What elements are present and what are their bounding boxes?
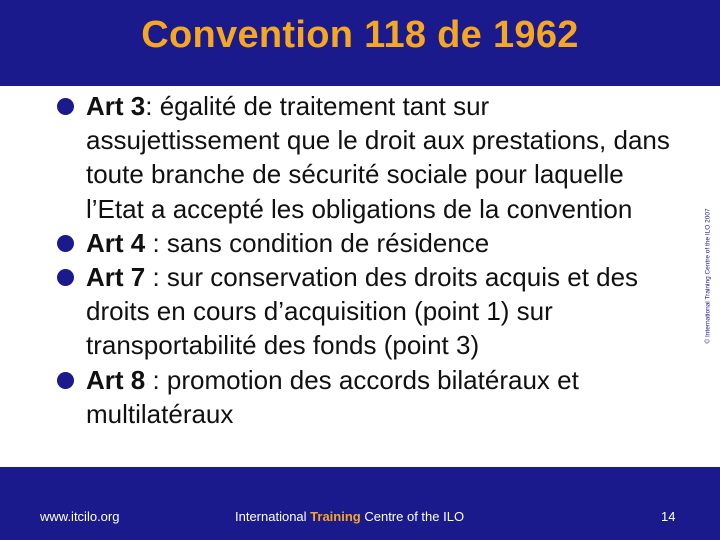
bullet-item-art-3	[0, 89, 695, 226]
footer-url[interactable]: www.itcilo.org	[40, 509, 120, 524]
bullet-dot-icon	[57, 235, 74, 252]
bullet-dot-icon	[57, 269, 74, 286]
footer-organization	[235, 509, 464, 524]
footer-org-after: Centre of the ILO	[360, 509, 465, 524]
footer-org-before: International	[235, 509, 311, 524]
article-text: : sur conservation des droits acquis et des droits en cours d’acquisition (point 1) sur transportabilité des fonds (point 3)	[86, 262, 639, 361]
footer-org-highlight: Training	[310, 509, 361, 524]
title-bar	[0, 0, 720, 86]
bullet-dot-icon	[57, 372, 74, 389]
copyright-text: © International Training Centre of the ILO 2007	[704, 208, 712, 344]
bullet-item-art-4	[0, 226, 695, 260]
article-text: : sans condition de résidence	[145, 227, 490, 258]
article-text: : promotion des accords bilatéraux et multilatéraux	[86, 364, 579, 429]
article-label: Art 3	[86, 91, 146, 121]
article-label: Art 7	[86, 262, 146, 293]
bullet-item-art-8	[0, 363, 695, 431]
article-label: Art 4	[86, 227, 146, 258]
article-label: Art 8	[86, 364, 146, 395]
bullet-list	[0, 89, 695, 431]
page-number: 14	[661, 509, 676, 524]
copyright-side-note	[696, 86, 720, 467]
slide-title: Convention 118 de 1962	[141, 14, 579, 56]
footer-bar	[0, 467, 720, 540]
article-text: : égalité de traitement tant sur assujettissement que le droit aux prestations, dans toute branche de sécurité sociale pour laquelle l’Etat a accepté les obligations de la convention	[86, 91, 670, 224]
content-area	[0, 86, 695, 467]
bullet-item-art-7	[0, 260, 695, 363]
bullet-dot-icon	[57, 98, 74, 115]
